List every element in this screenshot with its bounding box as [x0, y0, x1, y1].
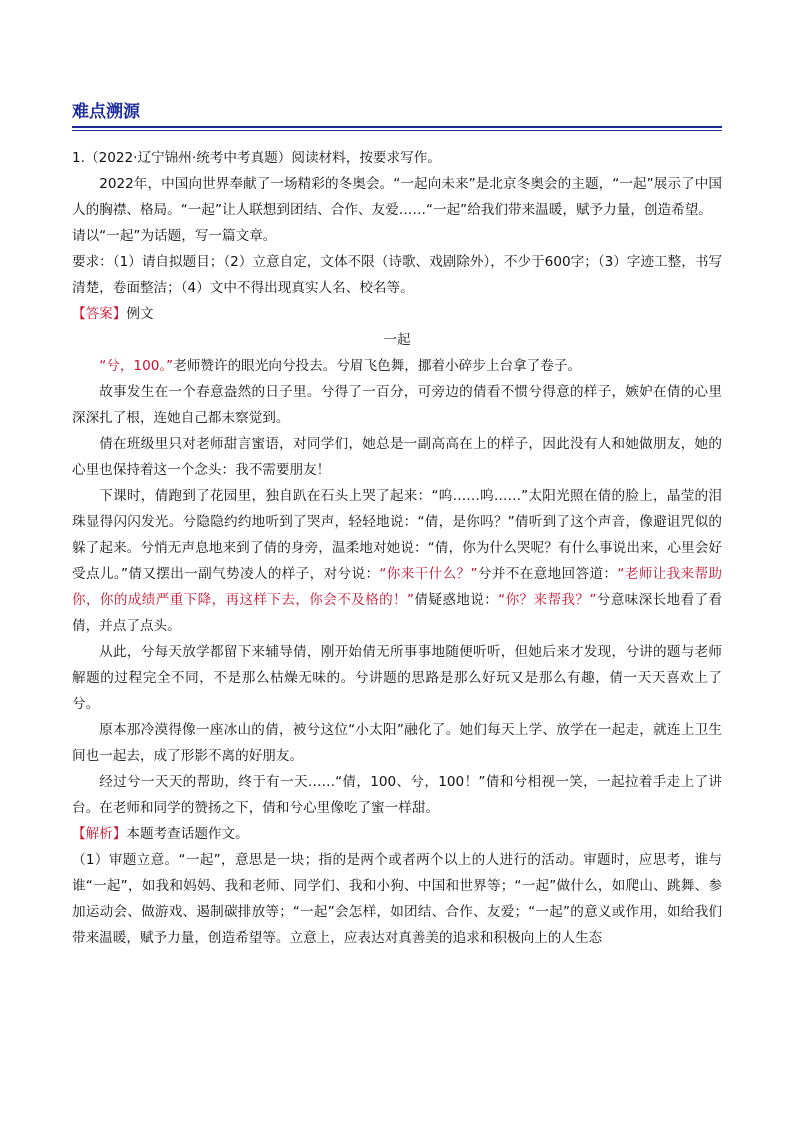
essay-paragraph-4 [72, 483, 722, 639]
analysis-header [72, 821, 722, 847]
essay-p4-text-c: 倩疑惑地说： [414, 592, 499, 608]
title-rule-thin [72, 130, 722, 131]
essay-paragraph-1 [72, 353, 722, 379]
essay-p4-text-a: 下课时，倩跑到了花园里，独自趴在石头上哭了起来：“呜……呜……”太阳光照在倩的脸上，晶莹的泪珠显得闪闪发光。兮隐隐约约地听到了哭声，轻轻地说：“倩，是你吗？”倩听到了这个声音，像避诅咒似的躲了起来。兮悄无声息地来到了倩的身旁，温柔地对她说：“倩，你为什么哭呢？有什么事说出来，心里会好受点儿。”倩又摆出一副气势凌人的样子，对兮说： [72, 488, 722, 582]
analysis-tag: 【解析】 [72, 826, 127, 842]
essay-paragraph-7: 经过兮一天天的帮助，终于有一天……“倩，100、兮，100！”倩和兮相视一笑，一起拉着手走上了讲台。在老师和同学的赞扬之下，倩和兮心里像吃了蜜一样甜。 [72, 774, 722, 816]
title-rule-thick [72, 126, 722, 128]
essay-p1-text: 老师赞许的眼光向兮投去。兮眉飞色舞，挪着小碎步上台拿了卷子。 [173, 358, 582, 374]
section-title: 难点溯源 [72, 102, 140, 122]
essay-paragraph-2: 故事发生在一个春意盎然的日子里。兮得了一百分，可旁边的倩看不惯兮得意的样子，嫉妒在倩的心里深深扎了根，连她自己都未察觉到。 [72, 384, 722, 426]
question-header [72, 145, 722, 171]
answer-tag: 【答案】 [72, 306, 127, 322]
essay-p4-quote-2: “老师让我来帮助你，你的成绩严重下降，再这样下去，你会不及格的！” [72, 566, 723, 608]
question-source: （2022·辽宁锦州·统考中考真题）阅读材料，按要求写作。 [84, 150, 441, 166]
essay-paragraph-5: 从此，兮每天放学都留下来辅导倩，刚开始倩无所事事地随便听听，但她后来才发现，兮讲的题与老师解题的过程完全不同，不是那么枯燥无味的。兮讲题的思路是那么好玩又是那么有趣，倩一天天喜欢上了兮。 [72, 644, 722, 712]
answer-label: 例文 [126, 306, 154, 322]
essay-p4-quote-1: “你来干什么？” [379, 566, 478, 582]
essay-paragraph-6: 原本那冷漠得像一座冰山的倩，被兮这位“小太阳”融化了。她们每天上学、放学在一起走，就连上卫生间也一起去，成了形影不离的好朋友。 [72, 722, 722, 764]
question-prompt: 请以“一起”为话题，写一篇文章。 [72, 228, 277, 244]
analysis-paragraph-1: （1）审题立意。“一起”，意思是一块；指的是两个或者两个以上的人进行的活动。审题时，应思考，谁与谁“一起”，如我和妈妈、我和老师、同学们、我和小狗、中国和世界等；“一起”做什么，如爬山、跳舞、参加运动会、做游戏、遏制碳排放等；“一起”会怎样，如团结、合作、友爱；“一起”的意义或作用，如给我们带来温暖，赋予力量，创造希望等。立意上，应表达对真善美的追求和积极向上的人生态 [72, 852, 722, 946]
document-page [72, 100, 722, 951]
essay-p4-text-b: 兮并不在意地回答道： [477, 566, 618, 582]
essay-p1-quote: “兮，100。” [99, 358, 174, 374]
question-material: 2022年，中国向世界奉献了一场精彩的冬奥会。“一起向未来”是北京冬奥会的主题，“一起”展示了中国人的胸襟、格局。“一起”让人联想到团结、合作、友爱……“一起”给我们带来温暖，赋予力量，创造希望。 [72, 176, 722, 218]
question-number: 1. [72, 150, 85, 166]
essay-p4-text-d: 兮意味深长地看了看倩，并点了点头。 [72, 592, 723, 634]
essay-p4-quote-3: “你？来帮我？” [498, 592, 597, 608]
analysis-intro: 本题考查话题作文。 [126, 826, 249, 842]
answer-header [72, 301, 722, 327]
question-requirements: 要求：（1）请自拟题目；（2）立意自定，文体不限（诗歌、戏剧除外），不少于600字；（3）字迹工整，书写清楚，卷面整洁；（4）文中不得出现真实人名、校名等。 [72, 254, 723, 296]
essay-title: 一起 [383, 332, 411, 348]
essay-paragraph-3: 倩在班级里只对老师甜言蜜语，对同学们，她总是一副高高在上的样子，因此没有人和她做朋友，她的心里也保持着这一个念头：我不需要朋友！ [72, 436, 722, 478]
